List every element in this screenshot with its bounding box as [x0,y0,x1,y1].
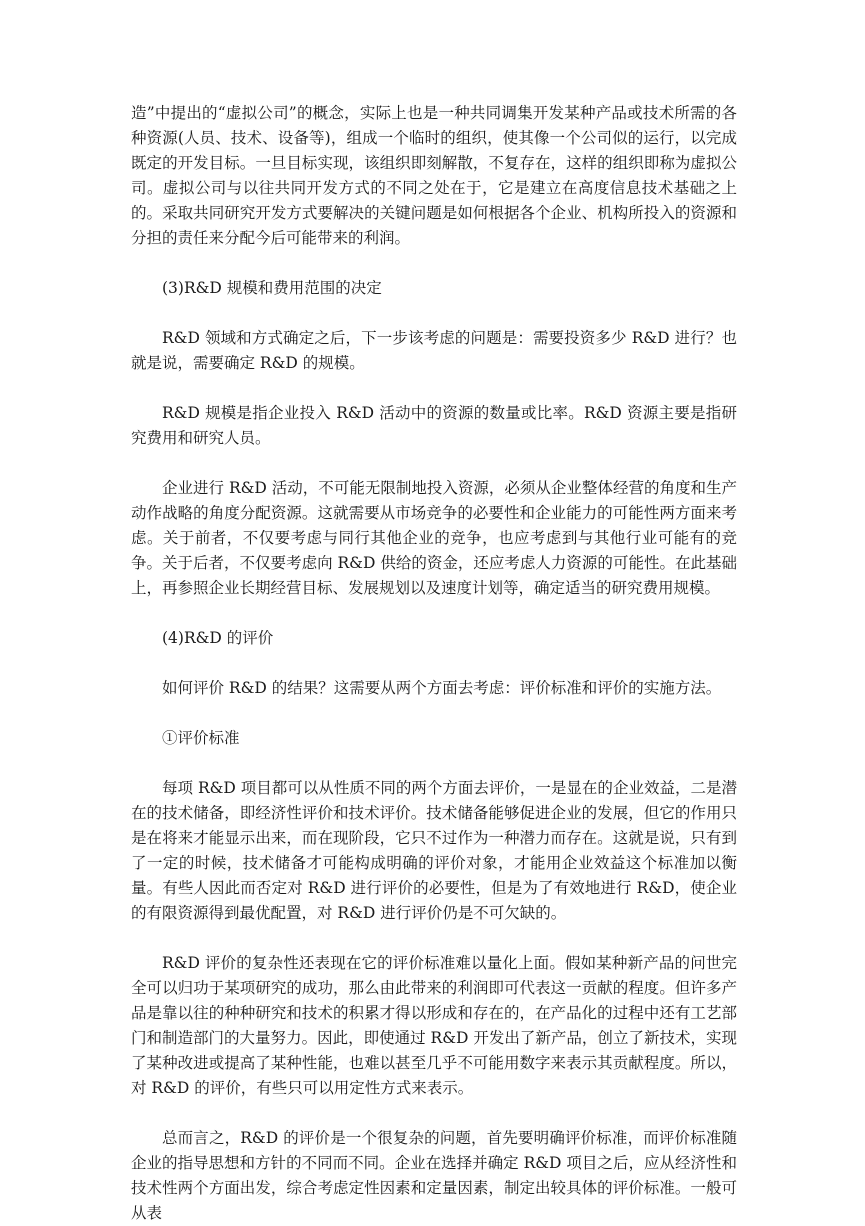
paragraph-evaluation-question: 如何评价 R&D 的结果？这需要从两个方面去考虑：评价标准和评价的实施方法。 [162,679,722,697]
heading-rd-evaluation: (4)R&D 的评价 [162,629,274,647]
paragraph-virtual-company: 造”中提出的“虚拟公司”的概念，实际上也是一种共同调集开发某种产品或技术所需的各种资源(人员、技术、设备等)，组成一个临时的组织，使其像一个公司似的运行，以完成既定的开发目标。一旦目标实现，该组织即刻解散，不复存在，这样的组织即称为虚拟公司。虚拟公司与以往共同开发方式的不同之处在于，它是建立在高度信息技术基础之上的。采取共同研究开发方式要解决的关键问题是如何根据各个企业、机构所投入的资源和分担的责任来分配今后可能带来的利润。 [131,104,737,247]
paragraph-resource-allocation: 企业进行 R&D 活动，不可能无限制地投入资源，必须从企业整体经营的角度和生产动作战略的角度分配资源。这就需要从市场竞争的必要性和企业能力的可能性两方面来考虑。关于前者，不仅要考虑与同行其他企业的竞争，也应考虑到与其他行业可能有的竞争。关于后者，不仅要考虑向 R&D 供给的资金，还应考虑人力资源的可能性。在此基础上，再参照企业长期经营目标、发展规划以及速度计划等，确定适当的研究费用规模。 [131,479,737,597]
paragraph-quantification: R&D 评价的复杂性还表现在它的评价标准难以量化上面。假如某种新产品的问世完全可以归功于某项研究的成功，那么由此带来的利润即可代表这一贡献的程度。但许多产品是靠以往的种种研究和技术的积累才得以形成和存在的，在产品化的过程中还有工艺部门和制造部门的大量努力。因此，即使通过 R&D 开发出了新产品，创立了新技术，实现了某种改进或提高了某种性能，也难以甚至几乎不可能用数字来表示其贡献程度。所以，对 R&D 的评价，有些只可以用定性方式来表示。 [131,954,737,1097]
paragraph-rd-scale-intro: R&D 领域和方式确定之后，下一步该考虑的问题是：需要投资多少 R&D 进行？也就是说，需要确定 R&D 的规模。 [131,329,737,372]
paragraph-two-aspects: 每项 R&D 项目都可以从性质不同的两个方面去评价，一是显在的企业效益，二是潜在的技术储备，即经济性评价和技术评价。技术储备能够促进企业的发展，但它的作用只是在将来才能显示出来，而在现阶段，它只不过作为一种潜力而存在。这就是说，只有到了一定的时候，技术储备才可能构成明确的评价对象，才能用企业效益这个标准加以衡量。有些人因此而否定对 R&D 进行评价的必要性，但是为了有效地进行 R&D，使企业的有限资源得到最优配置，对 R&D 进行评价仍是不可欠缺的。 [131,779,737,922]
heading-evaluation-criteria: ①评价标准 [162,729,240,747]
paragraph-rd-scale-definition: R&D 规模是指企业投入 R&D 活动中的资源的数量或比率。R&D 资源主要是指研究费用和研究人员。 [131,404,737,447]
heading-rd-scale: (3)R&D 规模和费用范围的决定 [162,279,382,297]
paragraph-summary: 总而言之，R&D 的评价是一个很复杂的问题，首先要明确评价标准，而评价标准随企业的指导思想和方针的不同而不同。企业在选择并确定 R&D 项目之后，应从经济性和技术性两个方面出发，综合考虑定性因素和定量因素，制定出较具体的评价标准。一般可从表 [131,1129,737,1222]
